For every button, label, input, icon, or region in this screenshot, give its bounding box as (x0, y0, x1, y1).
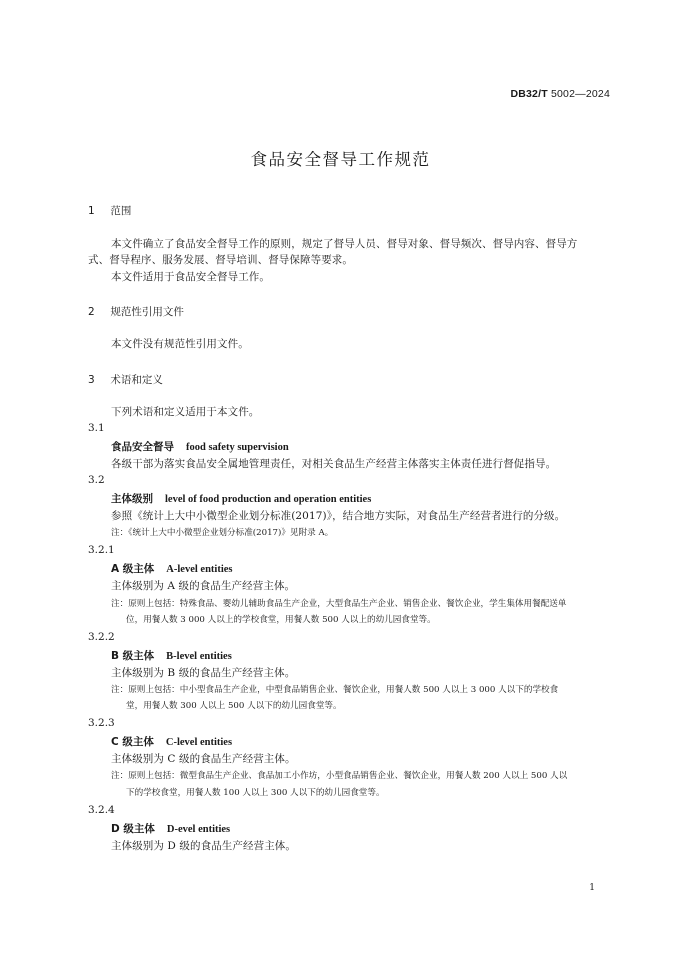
standard-code-prefix: DB32/T (510, 88, 548, 100)
section-3-heading (88, 372, 163, 387)
clause-number: 3.2.4 (88, 804, 115, 816)
clause-number: 3.2.1 (88, 544, 115, 556)
clause-number: 3.2.2 (88, 631, 115, 643)
document-title: 食品安全督导工作规范 (250, 150, 431, 169)
clause-number: 3.1 (88, 422, 105, 434)
term-english: C-level entities (165, 737, 233, 748)
term-note-line-1: 注：原则上包括：微型食品生产企业、食品加工小作坊，小型食品销售企业、餐饮企业，用餐人数 200 人以上 500 人以 (111, 771, 568, 781)
section-title: 规范性引用文件 (110, 306, 184, 318)
term-chinese: B 级主体 (111, 650, 155, 662)
term-entry (111, 561, 232, 576)
term-english: food safety supervision (186, 442, 289, 453)
term-entry (111, 491, 371, 506)
terms-intro: 下列术语和定义适用于本文件。 (111, 406, 260, 418)
standard-code-number: 5002—2024 (550, 88, 610, 100)
clause-number: 3.2 (88, 474, 105, 486)
section-title: 术语和定义 (110, 374, 163, 386)
term-entry (111, 821, 230, 836)
clause-number: 3.2.3 (88, 717, 115, 729)
term-note-line-1: 注：原则上包括：中小型食品生产企业，中型食品销售企业、餐饮企业，用餐人数 500 人以上 3 000 人以下的学校食 (111, 685, 559, 695)
scope-paragraph-line-1: 本文件确立了食品安全督导工作的原则，规定了督导人员、督导对象、督导频次、督导内容、督导方 (111, 238, 578, 250)
term-english: level of food production and operation entities (165, 494, 372, 505)
term-english: B-level entities (166, 651, 232, 662)
term-chinese: D 级主体 (111, 823, 155, 835)
term-definition: 主体级别为 B 级的食品生产经营主体。 (111, 667, 296, 679)
section-1-heading (88, 203, 131, 218)
term-chinese: C 级主体 (111, 736, 154, 748)
term-entry (111, 734, 232, 749)
term-definition: 主体级别为 D 级的食品生产经营主体。 (111, 840, 296, 852)
scope-paragraph-line-2: 式、督导程序、服务发展、督导培训、督导保障等要求。 (88, 254, 353, 266)
scope-applicability: 本文件适用于食品安全督导工作。 (111, 271, 270, 283)
term-chinese: 主体级别 (111, 493, 153, 505)
term-note-line-1: 注：原则上包括：特殊食品、婴幼儿辅助食品生产企业，大型食品生产企业、销售企业、餐饮企业，学生集体用餐配送单 (111, 599, 567, 609)
term-definition: 主体级别为 A 级的食品生产经营主体。 (111, 580, 296, 592)
section-number: 2 (88, 306, 95, 318)
term-note-line-2: 堂，用餐人数 300 人以上 500 人以下的幼儿园食堂等。 (126, 701, 342, 711)
normative-references-text: 本文件没有规范性引用文件。 (111, 338, 249, 350)
term-note-line-2: 下的学校食堂，用餐人数 100 人以上 300 人以下的幼儿园食堂等。 (126, 788, 385, 798)
section-title: 范围 (110, 205, 132, 217)
term-english: D-evel entities (166, 824, 231, 835)
term-definition: 各级干部为落实食品安全属地管理责任，对相关食品生产经营主体落实主体责任进行督促指导。 (111, 458, 557, 470)
term-entry (111, 439, 289, 454)
term-chinese: 食品安全督导 (111, 441, 174, 453)
term-entry (111, 648, 232, 663)
section-2-heading (88, 304, 184, 319)
term-english: A-level entities (166, 564, 233, 575)
section-number: 3 (88, 374, 95, 386)
page-number: 1 (589, 883, 595, 893)
term-note: 注：《统计上大中小微型企业划分标准(2017)》见附录 A。 (111, 528, 334, 538)
term-note-line-2: 位，用餐人数 3 000 人以上的学校食堂，用餐人数 500 人以上的幼儿园食堂等。 (126, 615, 436, 625)
term-definition: 主体级别为 C 级的食品生产经营主体。 (111, 753, 296, 765)
term-definition: 参照《统计上大中小微型企业划分标准(2017)》，结合地方实际，对食品生产经营者进行的分级。 (111, 510, 566, 522)
standard-code (510, 88, 610, 100)
term-chinese: A 级主体 (111, 563, 155, 575)
section-number: 1 (88, 205, 95, 217)
